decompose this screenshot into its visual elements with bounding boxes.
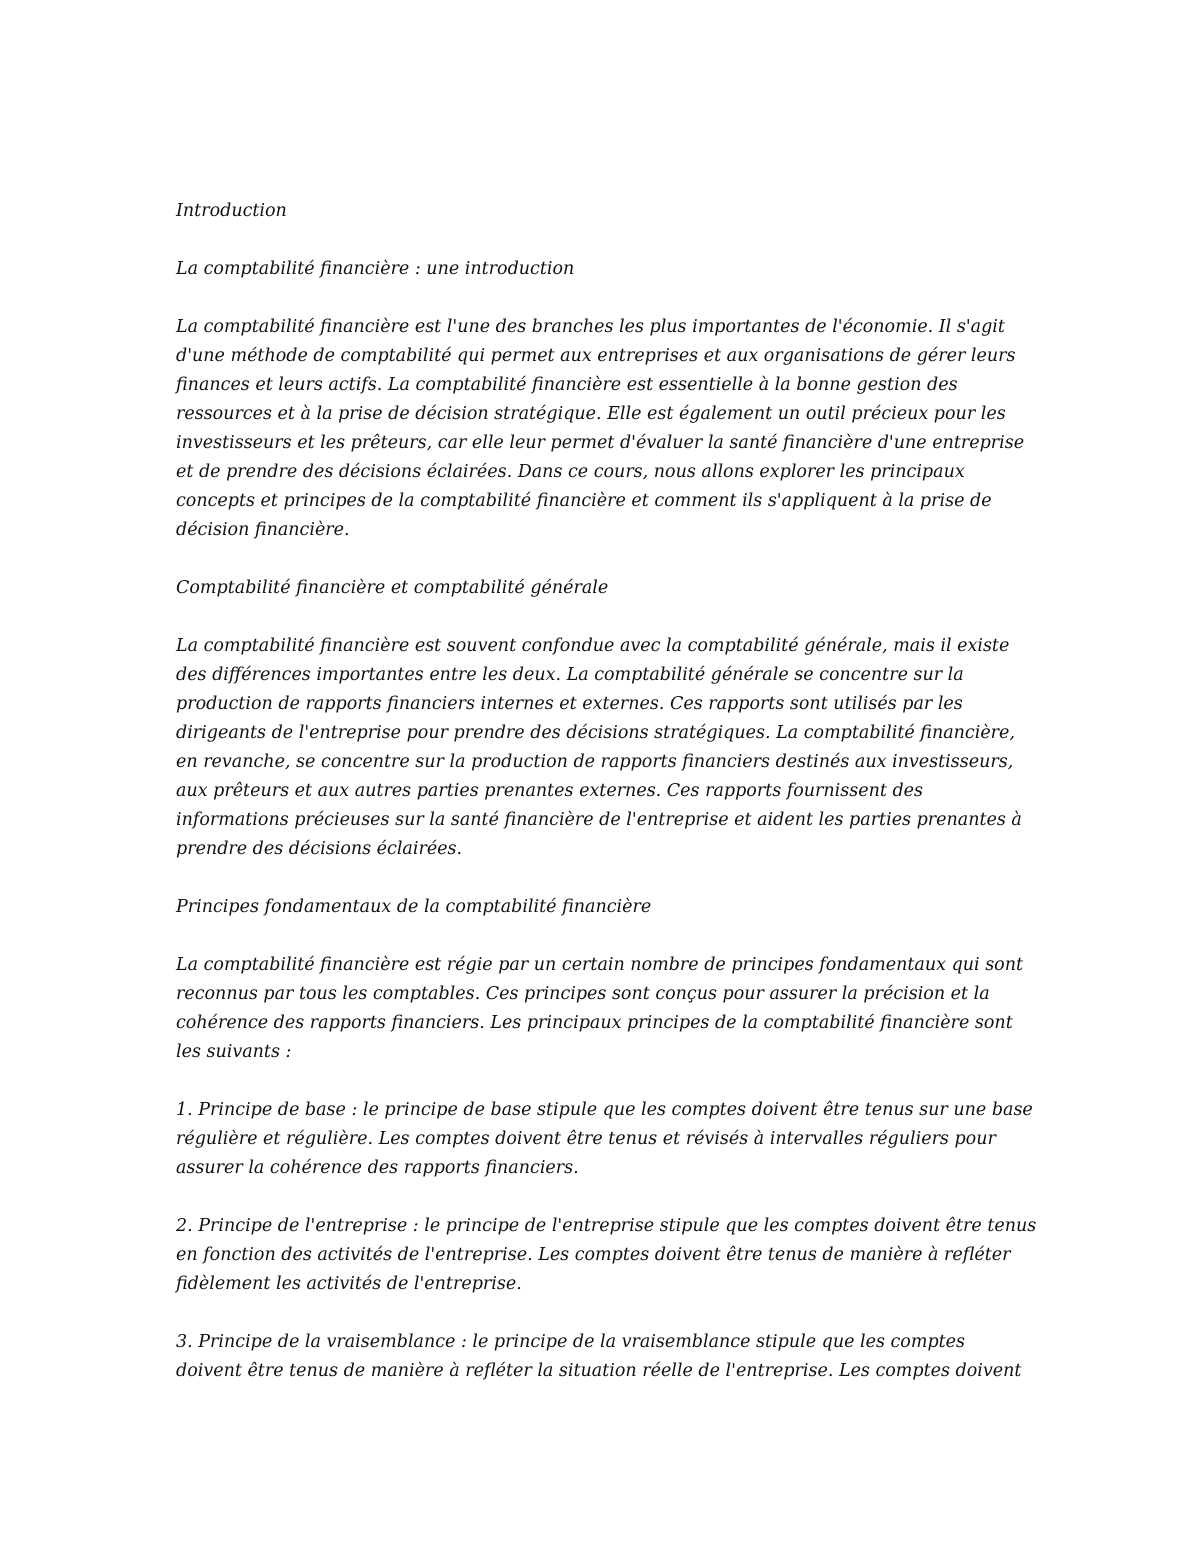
document-title: Introduction: [176, 201, 287, 221]
section-heading-comparison: Comptabilité financière et comptabilité générale: [176, 578, 609, 598]
section-heading-introduction: La comptabilité financière : une introduction: [176, 259, 575, 279]
paragraph-introduction: La comptabilité financière est l'une des branches les plus importantes de l'économie. Il s'agit d'une méthode de comptabilité qui permet aux entreprises et aux organisations de gérer leurs finances et leurs actifs. La comptabilité financière est essentielle à la bonne gestion des ressources et à la prise de décision stratégique. Elle est également un outil précieux pour les investisseurs et les prêteurs, car elle leur permet d'évaluer la santé financière d'une entreprise et de prendre des décisions éclairées. Dans ce cours, nous allons explorer les principaux concepts et principes de la comptabilité financière et comment ils s'appliquent à la prise de décision financière.: [176, 317, 1025, 540]
paragraph-comparison: La comptabilité financière est souvent confondue avec la comptabilité générale, mais il existe des différences importantes entre les deux. La comptabilité générale se concentre sur la production de rapports financiers internes et externes. Ces rapports sont utilisés par les dirigeants de l'entreprise pour prendre des décisions stratégiques. La comptabilité financière, en revanche, se concentre sur la production de rapports financiers destinés aux investisseurs, aux prêteurs et aux autres parties prenantes externes. Ces rapports fournissent des informations précieuses sur la santé financière de l'entreprise et aident les parties prenantes à prendre des décisions éclairées.: [176, 636, 1022, 859]
document-body: [176, 197, 1046, 1415]
list-item-principle-2: 2. Principe de l'entreprise : le principe de l'entreprise stipule que les comptes doivent être tenus en fonction des activités de l'entreprise. Les comptes doivent être tenus de manière à refléter fidèlement les activités de l'entreprise.: [176, 1216, 1037, 1294]
section-heading-principles: Principes fondamentaux de la comptabilité financière: [176, 897, 652, 917]
list-item-principle-3: 3. Principe de la vraisemblance : le principe de la vraisemblance stipule que les comptes doivent être tenus de manière à refléter la situation réelle de l'entreprise. Les comptes doivent: [176, 1332, 1022, 1381]
paragraph-principles: La comptabilité financière est régie par un certain nombre de principes fondamentaux qui sont reconnus par tous les comptables. Ces principes sont conçus pour assurer la précision et la cohérence des rapports financiers. Les principaux principes de la comptabilité financière sont les suivants :: [176, 955, 1024, 1062]
list-item-principle-1: 1. Principe de base : le principe de base stipule que les comptes doivent être tenus sur une base régulière et régulière. Les comptes doivent être tenus et révisés à intervalles réguliers pour assurer la cohérence des rapports financiers.: [176, 1100, 1033, 1178]
